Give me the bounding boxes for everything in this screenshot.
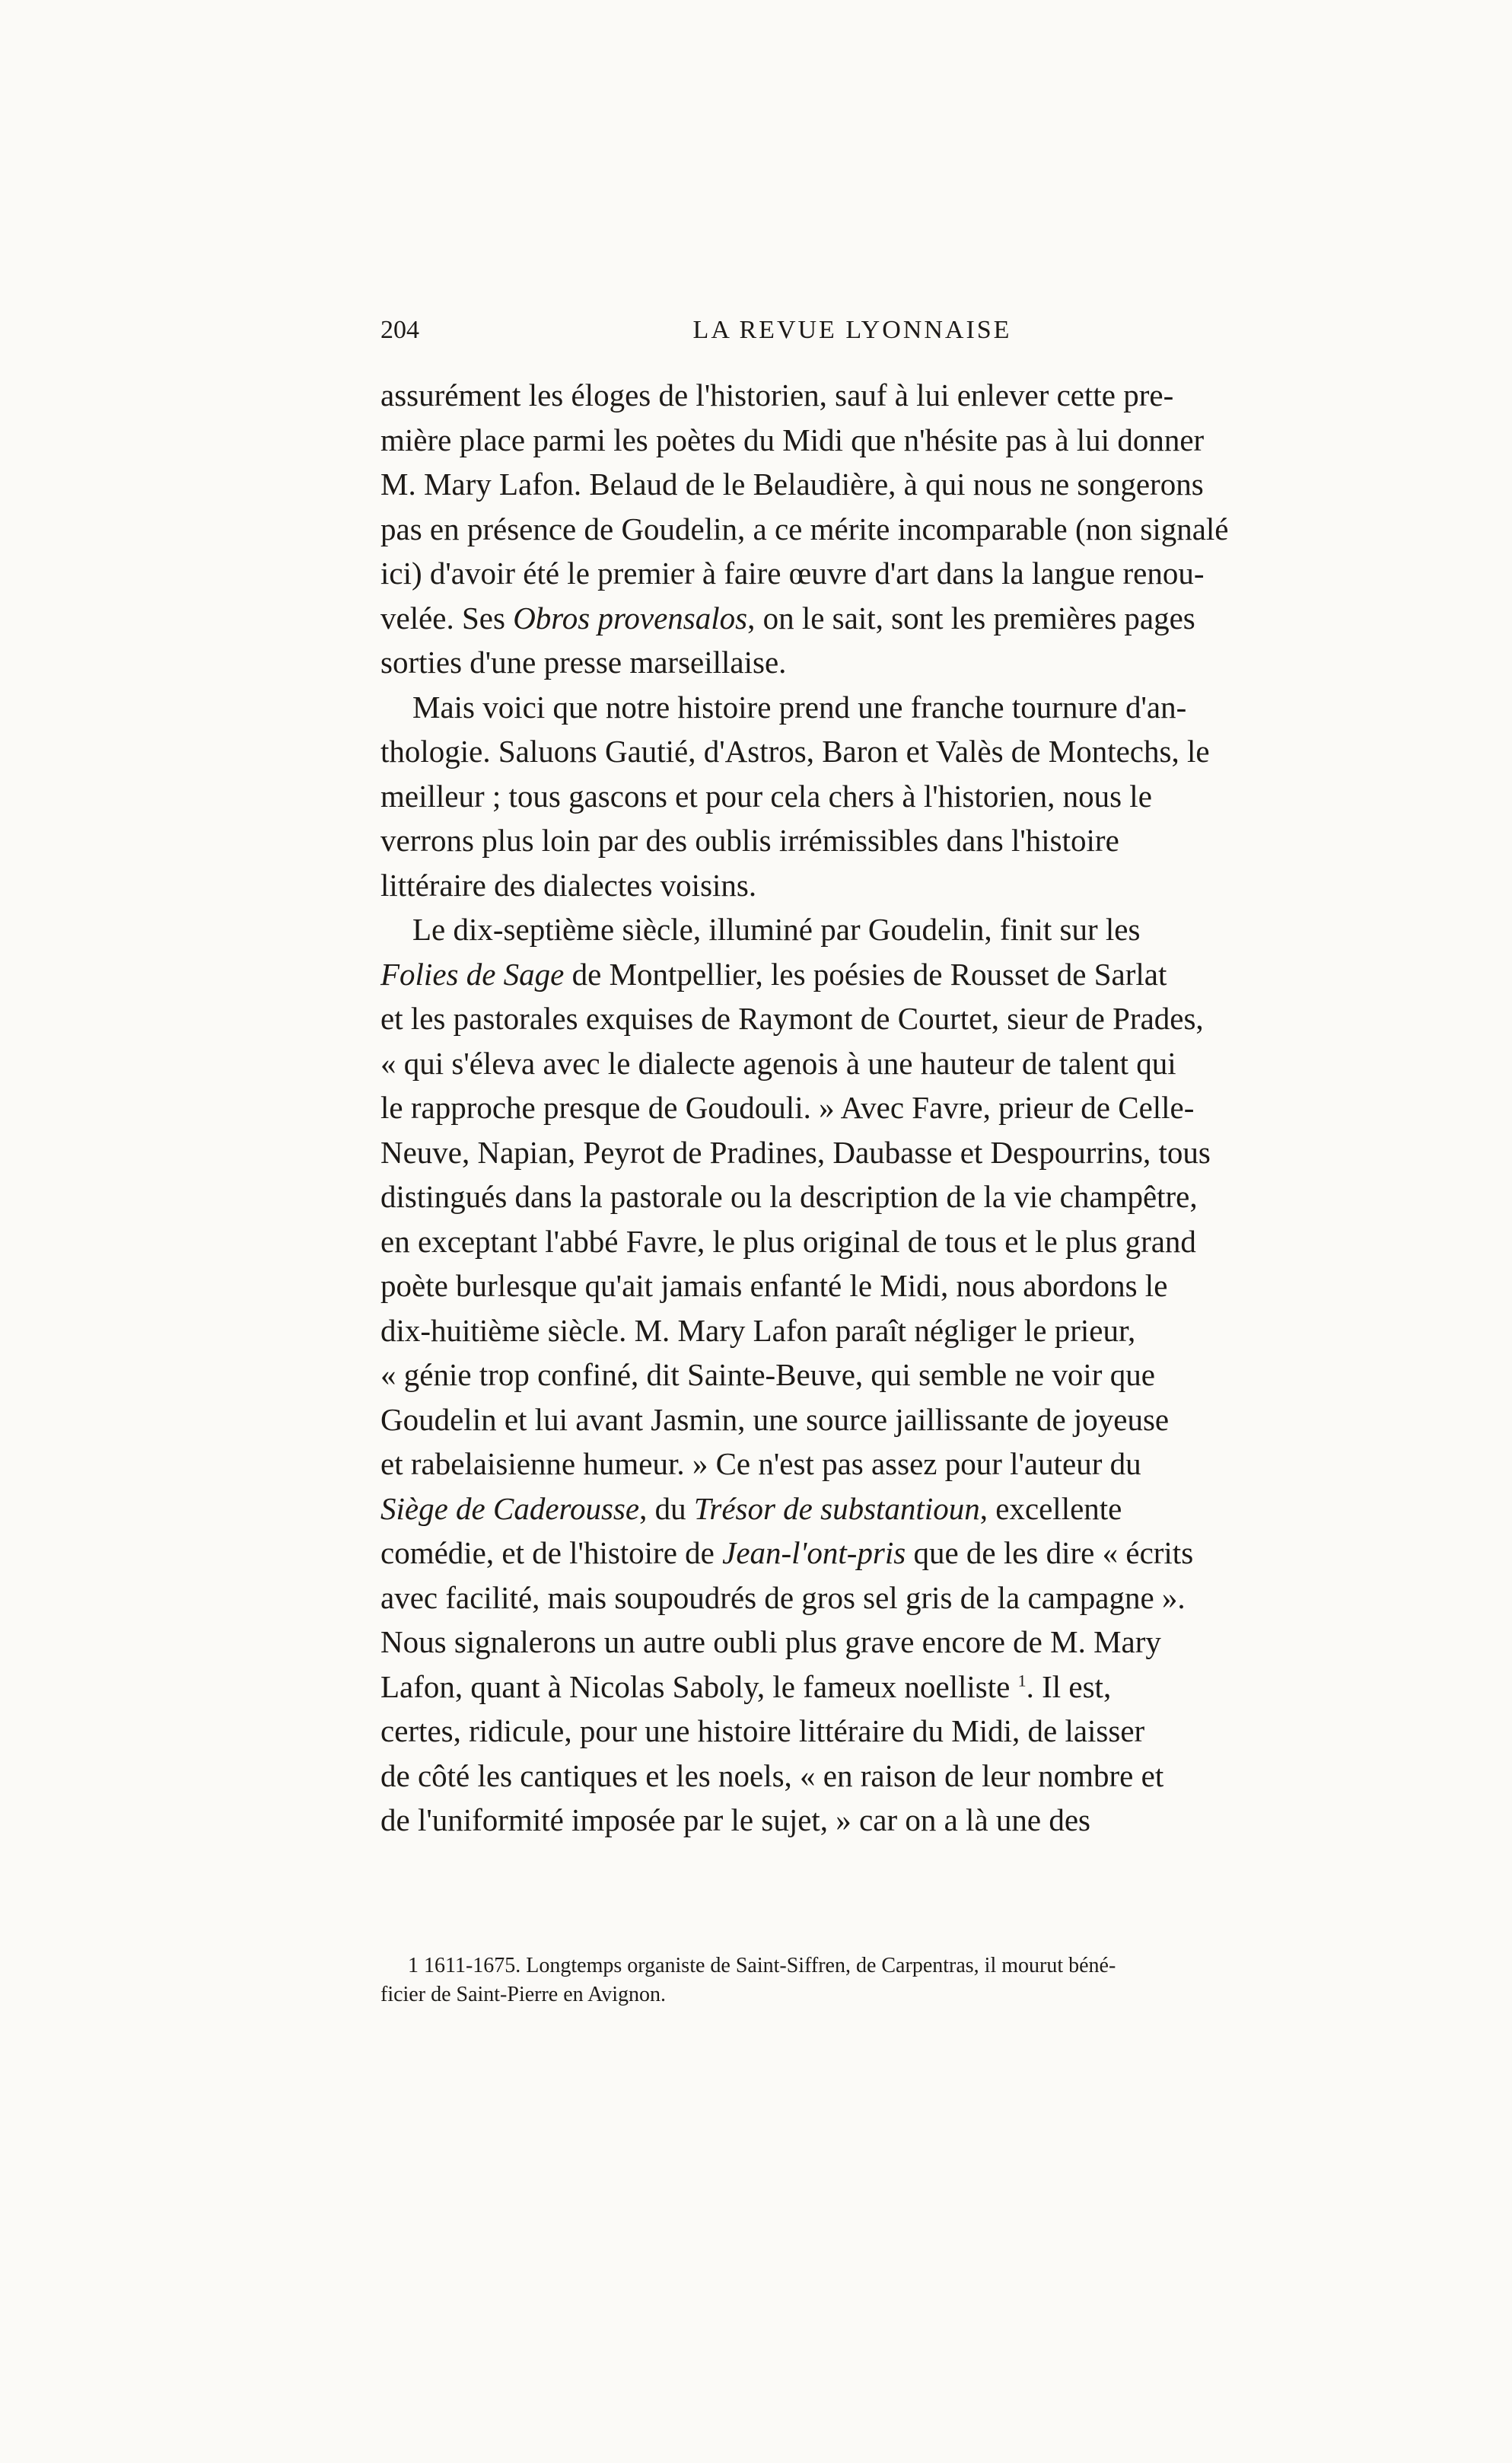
text-line: « qui s'éleva avec le dialecte agenois à une hauteur de talent qui bbox=[380, 1045, 1176, 1081]
text-line: verrons plus loin par des oublis irrémissibles dans l'histoire bbox=[380, 823, 1119, 858]
text-line: Goudelin et lui avant Jasmin, une source jaillissante de joyeuse bbox=[380, 1401, 1170, 1437]
paragraph-start-line: Le dix-septième siècle, illuminé par Goudelin, finit sur les bbox=[412, 912, 1141, 947]
text-line: le rapproche presque de Goudouli. » Avec Favre, prieur de Celle- bbox=[380, 1090, 1195, 1125]
italic-title: Obros provensalos bbox=[513, 600, 748, 636]
paragraph-start-line: Mais voici que notre histoire prend une franche tournure d'an- bbox=[412, 689, 1187, 725]
body-text bbox=[380, 373, 1324, 1843]
running-title: LA REVUE LYONNAISE bbox=[692, 316, 1012, 344]
text-line: certes, ridicule, pour une histoire littéraire du Midi, de laisser bbox=[380, 1713, 1145, 1748]
footnote-line: 1 1611-1675. Longtemps organiste de Saint-Siffren, de Carpentras, il mourut béné- bbox=[408, 1954, 1116, 1977]
text-line: avec facilité, mais soupoudrés de gros sel gris de la campagne ». bbox=[380, 1579, 1186, 1615]
footnote-reference: 1 bbox=[1017, 1670, 1027, 1690]
text-line: Lafon, quant à Nicolas Saboly, le fameux noelliste $^1$. Il est, bbox=[380, 1668, 1112, 1704]
text-line: en exceptant l'abbé Favre, le plus original de tous et le plus grand bbox=[380, 1223, 1196, 1259]
text-line: sorties d'une presse marseillaise. bbox=[380, 645, 787, 680]
italic-title: Folies de Sage bbox=[380, 956, 565, 992]
footnote-line: ficier de Saint-Pierre en Avignon. bbox=[380, 1983, 667, 2006]
text-line: et rabelaisienne humeur. » Ce n'est pas assez pour l'auteur du bbox=[380, 1446, 1141, 1481]
text-line: mière place parmi les poètes du Midi que n'hésite pas à lui donner bbox=[380, 422, 1205, 457]
text-line: poète burlesque qu'ait jamais enfanté le Midi, nous abordons le bbox=[380, 1268, 1168, 1303]
text-line: meilleur ; tous gascons et pour cela chers à l'historien, nous le bbox=[380, 778, 1152, 814]
text-line: Siège de Caderousse, du Trésor de substantioun, excellente bbox=[380, 1490, 1122, 1526]
text-line: ici) d'avoir été le premier à faire œuvre d'art dans la langue renou- bbox=[380, 556, 1205, 591]
text-line: comédie, et de l'histoire de Jean-l'ont-pris que de les dire « écrits bbox=[380, 1535, 1194, 1570]
footnotes bbox=[380, 1952, 1324, 2009]
text-line: pas en présence de Goudelin, a ce mérite incomparable (non signalé bbox=[380, 511, 1229, 546]
text-line: de l'uniformité imposée par le sujet, » car on a là une des bbox=[380, 1802, 1090, 1837]
text-line: assurément les éloges de l'historien, sauf à lui enlever cette pre- bbox=[380, 378, 1174, 413]
text-line: velée. Ses Obros provensalos, on le sait, sont les premières pages bbox=[380, 600, 1195, 636]
italic-title: Siège de Caderousse bbox=[380, 1490, 640, 1526]
text-line: littéraire des dialectes voisins. bbox=[380, 867, 757, 903]
text-line: thologie. Saluons Gautié, d'Astros, Baron et Valès de Montechs, le bbox=[380, 734, 1210, 769]
text-line: Folies de Sage de Montpellier, les poésies de Rousset de Sarlat bbox=[380, 956, 1167, 992]
text-line: dix-huitième siècle. M. Mary Lafon paraît négliger le prieur, bbox=[380, 1312, 1136, 1348]
text-line: « génie trop confiné, dit Sainte-Beuve, qui semble ne voir que bbox=[380, 1357, 1155, 1392]
italic-title: Trésor de substantioun bbox=[693, 1490, 980, 1526]
text-line: M. Mary Lafon. Belaud de le Belaudière, à qui nous ne songerons bbox=[380, 467, 1204, 502]
text-line: distingués dans la pastorale ou la description de la vie champêtre, bbox=[380, 1179, 1198, 1214]
italic-title: Jean-l'ont-pris bbox=[722, 1535, 906, 1570]
page-number: 204 bbox=[380, 316, 419, 344]
text-line: Neuve, Napian, Peyrot de Pradines, Daubasse et Despourrins, tous bbox=[380, 1134, 1211, 1170]
text-line: de côté les cantiques et les noels, « en raison de leur nombre et bbox=[380, 1757, 1164, 1793]
page-header bbox=[380, 316, 1324, 354]
text-line: Nous signalerons un autre oubli plus grave encore de M. Mary bbox=[380, 1624, 1161, 1659]
text-line: et les pastorales exquises de Raymont de Courtet, sieur de Prades, bbox=[380, 1001, 1204, 1036]
